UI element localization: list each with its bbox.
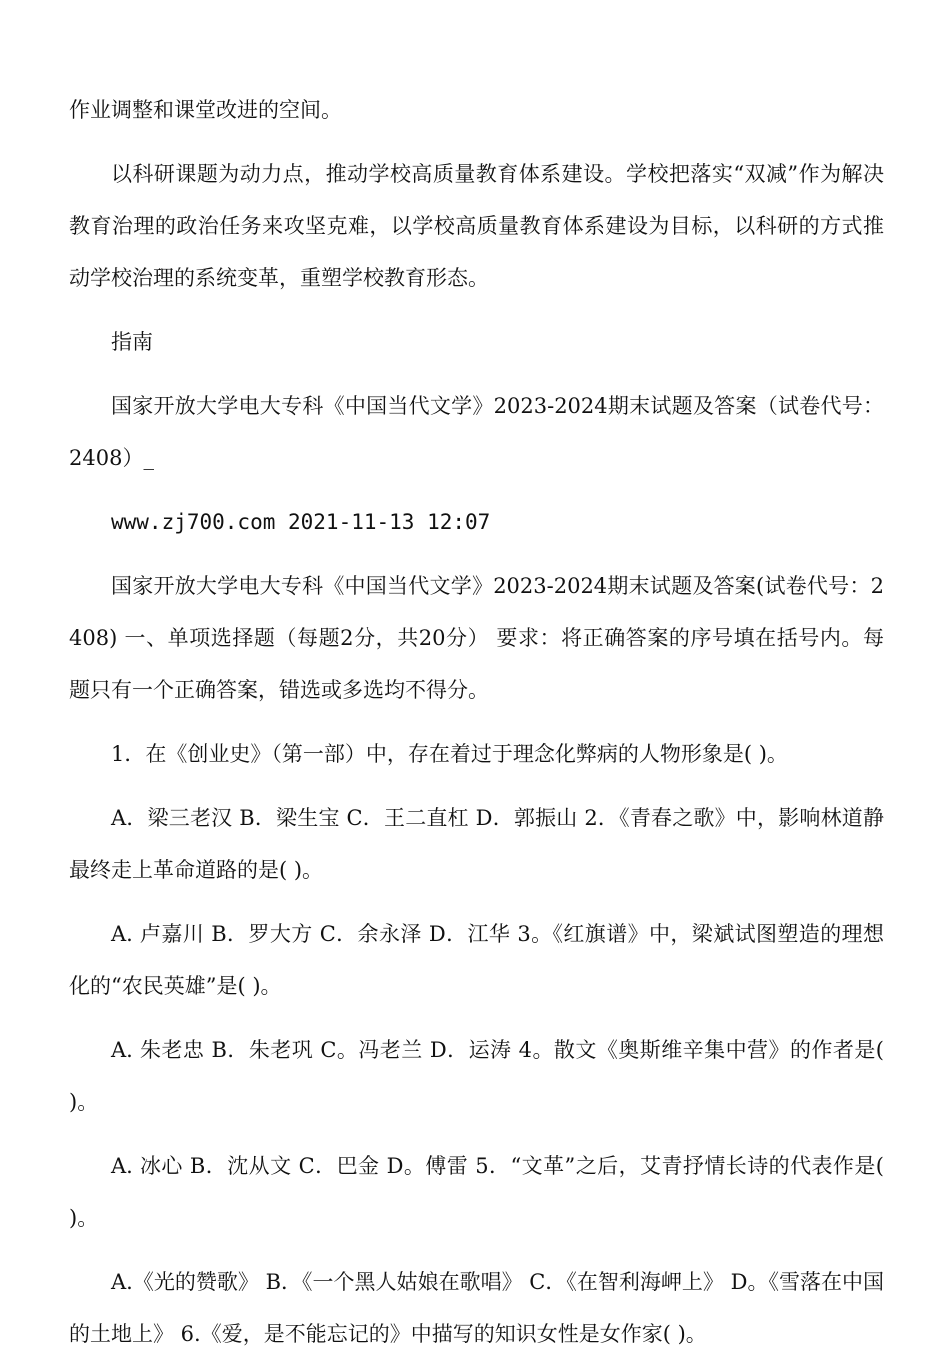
paragraph-question-1: 1．在《创业史》（第一部）中，存在着过于理念化弊病的人物形象是( )。: [111, 742, 788, 766]
paragraph-intro-tail: 作业调整和课堂改进的空间。: [69, 98, 342, 122]
paragraph-question-2-options: A. 卢嘉川 B．罗大方 C．余永泽 D．江华 3。《红旗谱》中，梁斌试图塑造的理想化的“农民英雄”是( )。: [69, 922, 884, 998]
paragraph-source-url-date: www.zj700.com 2021-11-13 12:07: [111, 510, 491, 534]
paragraph-question-3-options: A. 朱老忠 B．朱老巩 C。冯老兰 D．运涛 4。散文《奥斯维辛集中营》的作者是( )。: [69, 1038, 884, 1114]
paragraph-question-1-options: A．梁三老汉 B．梁生宝 C．王二直杠 D．郭振山 2．《青春之歌》中，影响林道静最终走上革命道路的是( )。: [69, 806, 884, 882]
paragraph-research-topic: 以科研课题为动力点，推动学校高质量教育体系建设。学校把落实“双减”作为解决教育治理的政治任务来攻坚克难，以学校高质量教育体系建设为目标，以科研的方式推动学校治理的系统变革，重塑学校教育形态。: [69, 162, 884, 290]
paragraph-question-5-options: A.《光的赞歌》 B．《一个黑人姑娘在歌唱》 C．《在智利海岬上》 D。《雪落在中国的土地上》 6.《爱，是不能忘记的》中描写的知识女性是女作家( )。: [69, 1270, 884, 1346]
paragraph-exam-title: 国家开放大学电大专科《中国当代文学》2023-2024期末试题及答案（试卷代号：2408）_: [69, 394, 884, 470]
document-page: [69, 84, 884, 1360]
paragraph-guide-heading: 指南: [111, 330, 153, 354]
paragraph-question-4-options: A. 冰心 B．沈从文 C．巴金 D。傅雷 5．“文革”之后，艾青抒情长诗的代表作是( )。: [69, 1154, 884, 1230]
paragraph-exam-instructions: 国家开放大学电大专科《中国当代文学》2023-2024期末试题及答案(试卷代号：2408) 一、单项选择题（每题2分，共20分） 要求：将正确答案的序号填在括号内。每题只有一个正确答案，错选或多选均不得分。: [69, 574, 884, 702]
